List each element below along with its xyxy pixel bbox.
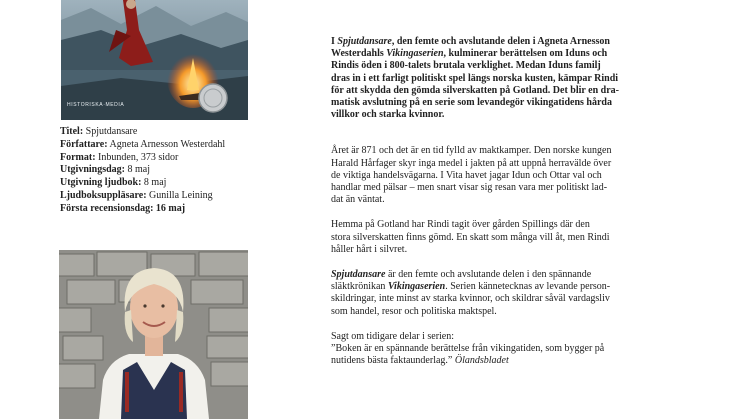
article-paragraph-3: Hemma på Gotland har Rindi tagit över gården Spillings där den stora silverskatten finns gömd. En skatt som många vill åt, men Rindi håller hårt i silvret.	[331, 219, 610, 255]
meta-audio-release: Utgivning ljudbok: 8 maj	[60, 177, 167, 189]
article-lead: I Spjutdansare, den femte och avslutande delen i Agneta Arnesson Westerdahls Vikingaserien, kulminerar berättelsen om Iduns och Rindis öden i 800-talets brutala verklighet. Medan Iduns familj dras in i ett farligt politiskt spel längs norska kusten, kämpar Rindi för att skydda den gömda silverskatten på Gotland. Det blir en dra- matisk avslutning på en serie som levandegör vikingatidens hårda villkor och starka kvinnor.	[331, 36, 619, 121]
book-cover	[61, 0, 248, 120]
article-paragraph-5: Sagt om tidigare delar i serien: ”Boken är en spännande berättelse från vikingatiden, som bygger på nutidens bästa faktaunderlag.” Ölandsbladet	[331, 330, 605, 367]
article-paragraph-2: Året är 871 och det är en tid fylld av maktkamper. Den norske kungen Harald Hårfager skyr inga medel i jakten på att uppnå herravälde över de viktiga handelsvägarna. I Vita havet jagar Idun och Ottar val och handlar med pälsar – men snart visar sig resan vara mer politiskt lad- dat än väntat.	[331, 145, 612, 206]
book-metadata	[60, 126, 300, 216]
meta-review-date: Första recensionsdag: 16 maj	[60, 202, 186, 214]
meta-format: Format: Inbunden, 373 sidor	[60, 151, 179, 163]
author-photo	[59, 250, 248, 419]
meta-narrator: Ljudboksuppläsare: Gunilla Leining	[60, 189, 213, 201]
meta-release: Utgivningsdag: 8 maj	[60, 164, 151, 176]
meta-title: Titel: Spjutdansare	[60, 126, 138, 137]
author-portrait	[59, 250, 248, 419]
meta-author: Författare: Agneta Arnesson Westerdahl	[60, 138, 226, 150]
cover-publisher-logo: HISTORISKA·MEDIA	[67, 102, 125, 108]
article-body	[331, 36, 703, 380]
article-paragraph-4: Spjutdansare är den femte och avslutande delen i den spännande släktkrönikan Vikingaserien. Serien kännetecknas av levande person- skildringar, inte minst av starka kvinnor, och skildrar såväl vardagsliv som handel, resor och politiska maktspel.	[331, 269, 611, 317]
